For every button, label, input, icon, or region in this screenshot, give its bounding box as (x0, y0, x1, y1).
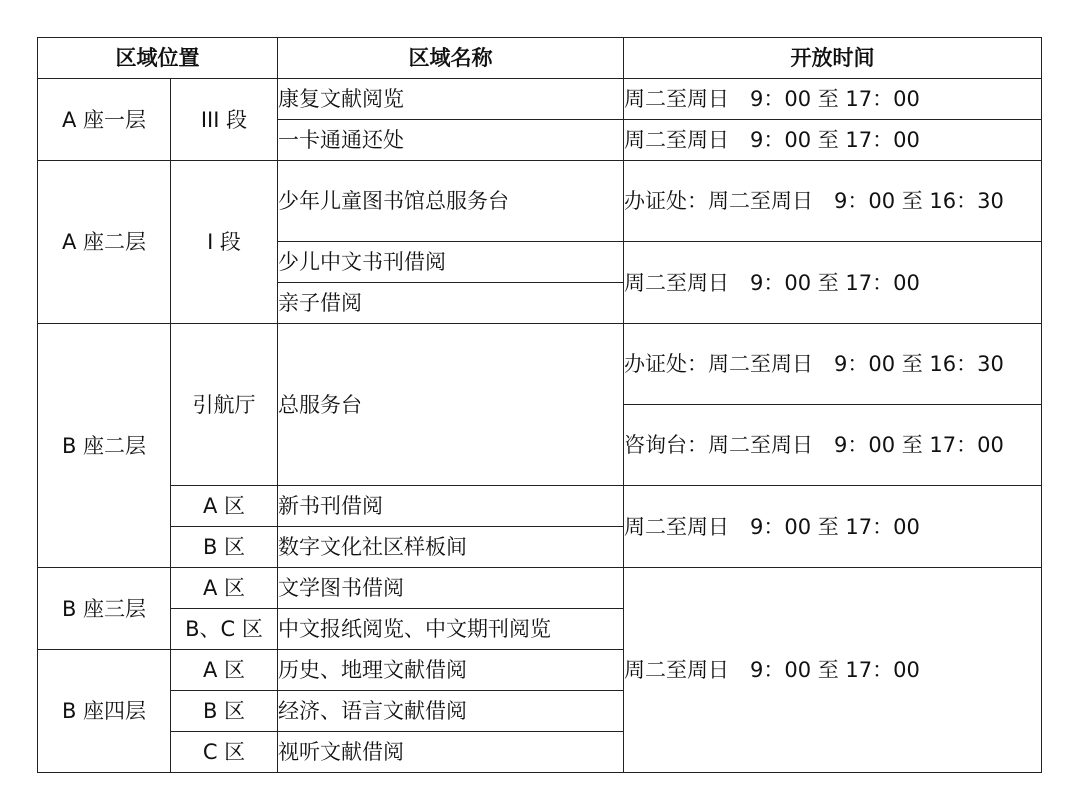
hours-cell: 周二至周日 9：00 至 17：00 (624, 486, 1042, 568)
floor-cell: B 座四层 (38, 650, 171, 773)
section-cell: C 区 (171, 732, 278, 773)
section-cell: III 段 (171, 79, 278, 161)
section-cell: B 区 (171, 527, 278, 568)
table-row (38, 568, 1042, 609)
table-row (38, 161, 1042, 242)
area-cell: 中文报纸阅览、中文期刊阅览 (278, 609, 624, 650)
section-cell: A 区 (171, 486, 278, 527)
area-cell: 康复文献阅览 (278, 79, 624, 120)
area-cell: 新书刊借阅 (278, 486, 624, 527)
area-cell: 少儿中文书刊借阅 (278, 242, 624, 283)
area-cell: 视听文献借阅 (278, 732, 624, 773)
hours-cell: 周二至周日 9：00 至 17：00 (624, 120, 1042, 161)
hours-cell: 办证处：周二至周日 9：00 至 16：30 (624, 161, 1042, 242)
area-cell: 总服务台 (278, 324, 624, 486)
header-location: 区域位置 (38, 38, 278, 79)
section-cell: 引航厅 (171, 324, 278, 486)
floor-cell: A 座二层 (38, 161, 171, 324)
table-row (38, 486, 1042, 527)
floor-cell: B 座三层 (38, 568, 171, 650)
floor-cell: B 座二层 (38, 324, 171, 568)
area-cell: 一卡通通还处 (278, 120, 624, 161)
header-row (38, 38, 1042, 79)
floor-cell: A 座一层 (38, 79, 171, 161)
area-cell: 数字文化社区样板间 (278, 527, 624, 568)
hours-cell: 咨询台：周二至周日 9：00 至 17：00 (624, 405, 1042, 486)
header-hours: 开放时间 (624, 38, 1042, 79)
hours-cell: 周二至周日 9：00 至 17：00 (624, 242, 1042, 324)
header-area-name: 区域名称 (278, 38, 624, 79)
area-cell: 少年儿童图书馆总服务台 (278, 161, 624, 242)
section-cell: A 区 (171, 650, 278, 691)
table-row (38, 79, 1042, 120)
area-cell: 亲子借阅 (278, 283, 624, 324)
section-cell: B 区 (171, 691, 278, 732)
section-cell: A 区 (171, 568, 278, 609)
opening-hours-table (37, 37, 1042, 773)
hours-cell: 周二至周日 9：00 至 17：00 (624, 568, 1042, 773)
area-cell: 经济、语言文献借阅 (278, 691, 624, 732)
section-cell: B、C 区 (171, 609, 278, 650)
area-cell: 历史、地理文献借阅 (278, 650, 624, 691)
hours-cell: 办证处：周二至周日 9：00 至 16：30 (624, 324, 1042, 405)
hours-cell: 周二至周日 9：00 至 17：00 (624, 79, 1042, 120)
area-cell: 文学图书借阅 (278, 568, 624, 609)
table-row (38, 324, 1042, 405)
section-cell: I 段 (171, 161, 278, 324)
